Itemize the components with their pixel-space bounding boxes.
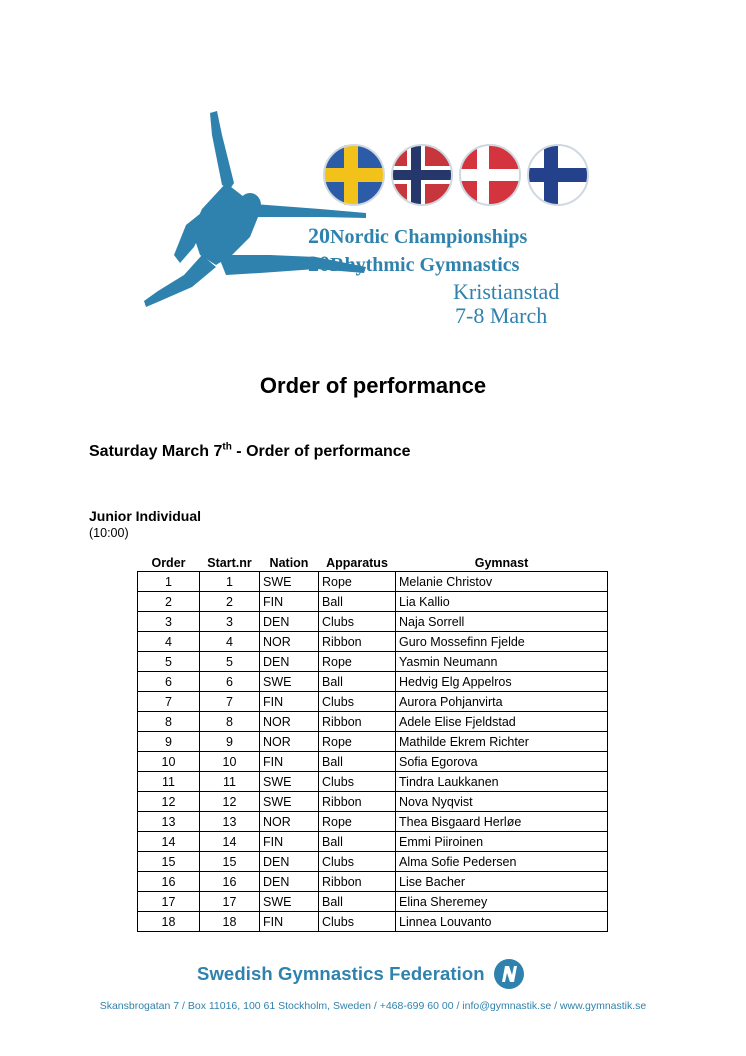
cell-start: 11	[200, 772, 260, 792]
table-row	[138, 752, 608, 772]
cell-apparatus: Rope	[319, 572, 396, 592]
norway-flag-icon	[390, 143, 454, 207]
header-nation: Nation	[269, 556, 309, 570]
cell-nation: FIN	[260, 832, 319, 852]
table-row	[138, 712, 608, 732]
cell-apparatus: Rope	[319, 652, 396, 672]
cell-apparatus: Clubs	[319, 852, 396, 872]
table-row	[138, 772, 608, 792]
cell-apparatus: Clubs	[319, 612, 396, 632]
cell-gymnast: Lise Bacher	[396, 872, 608, 892]
performance-table	[137, 555, 608, 932]
table-row	[138, 632, 608, 652]
table-row	[138, 692, 608, 712]
table-row	[138, 732, 608, 752]
header-apparatus: Apparatus	[326, 556, 388, 570]
championship-logo	[140, 105, 610, 340]
cell-nation: FIN	[260, 912, 319, 932]
cell-order: 14	[138, 832, 200, 852]
federation-n-logo-icon	[493, 958, 525, 990]
svg-text:20Nordic Championships	[308, 223, 527, 248]
footer-address: Skansbrogatan 7 / Box 11016, 100 61 Stockholm, Sweden / +468-699 60 00 / info@gymnastik.se / www.gymnastik.se	[99, 1000, 647, 1012]
table-row	[138, 812, 608, 832]
cell-order: 7	[138, 692, 200, 712]
cell-apparatus: Clubs	[319, 692, 396, 712]
document-title: Order of performance	[259, 373, 487, 398]
day-heading-rest: - Order of performance	[231, 443, 411, 460]
cell-apparatus: Clubs	[319, 912, 396, 932]
table-row	[138, 832, 608, 852]
cell-gymnast: Yasmin Neumann	[396, 652, 608, 672]
logo-line2-number: 20	[308, 251, 330, 276]
cell-start: 1	[200, 572, 260, 592]
cell-order: 10	[138, 752, 200, 772]
cell-order: 6	[138, 672, 200, 692]
table-row	[138, 872, 608, 892]
cell-nation: NOR	[260, 732, 319, 752]
cell-order: 5	[138, 652, 200, 672]
cell-order: 9	[138, 732, 200, 752]
cell-gymnast: Tindra Laukkanen	[396, 772, 608, 792]
cell-order: 13	[138, 812, 200, 832]
cell-apparatus: Ribbon	[319, 632, 396, 652]
cell-order: 8	[138, 712, 200, 732]
table-row	[138, 612, 608, 632]
cell-nation: SWE	[260, 792, 319, 812]
cell-nation: SWE	[260, 892, 319, 912]
table-header-row	[138, 555, 608, 572]
cell-gymnast: Nova Nyqvist	[396, 792, 608, 812]
cell-order: 11	[138, 772, 200, 792]
logo-city: Kristianstad	[453, 279, 560, 304]
cell-nation: SWE	[260, 672, 319, 692]
cell-nation: FIN	[260, 592, 319, 612]
cell-start: 6	[200, 672, 260, 692]
cell-start: 4	[200, 632, 260, 652]
federation-name: Swedish Gymnastics Federation	[197, 963, 485, 984]
header-order: Order	[151, 556, 186, 570]
section-time: (10:00)	[89, 526, 129, 540]
table-body	[138, 572, 608, 932]
cell-apparatus: Ball	[319, 592, 396, 612]
cell-start: 9	[200, 732, 260, 752]
cell-order: 3	[138, 612, 200, 632]
cell-gymnast: Adele Elise Fjeldstad	[396, 712, 608, 732]
cell-start: 7	[200, 692, 260, 712]
gymnast-silhouette-icon	[144, 111, 366, 307]
logo-line1-number: 20	[308, 223, 330, 248]
cell-start: 13	[200, 812, 260, 832]
cell-start: 12	[200, 792, 260, 812]
logo-line2-text: Rhythmic Gymnastics	[330, 254, 520, 276]
cell-start: 16	[200, 872, 260, 892]
cell-nation: NOR	[260, 812, 319, 832]
cell-start: 10	[200, 752, 260, 772]
cell-gymnast: Linnea Louvanto	[396, 912, 608, 932]
cell-start: 5	[200, 652, 260, 672]
header-gymnast: Gymnast	[474, 556, 529, 570]
cell-apparatus: Ribbon	[319, 792, 396, 812]
cell-start: 18	[200, 912, 260, 932]
cell-apparatus: Rope	[319, 812, 396, 832]
table-row	[138, 912, 608, 932]
table-row	[138, 892, 608, 912]
table-row	[138, 592, 608, 612]
cell-start: 2	[200, 592, 260, 612]
cell-nation: SWE	[260, 772, 319, 792]
cell-apparatus: Ball	[319, 672, 396, 692]
cell-apparatus: Ball	[319, 752, 396, 772]
cell-nation: DEN	[260, 612, 319, 632]
cell-order: 18	[138, 912, 200, 932]
cell-gymnast: Alma Sofie Pedersen	[396, 852, 608, 872]
cell-gymnast: Sofia Egorova	[396, 752, 608, 772]
table-row	[138, 672, 608, 692]
cell-nation: FIN	[260, 752, 319, 772]
cell-nation: DEN	[260, 652, 319, 672]
table-row	[138, 792, 608, 812]
cell-gymnast: Guro Mossefinn Fjelde	[396, 632, 608, 652]
cell-gymnast: Hedvig Elg Appelros	[396, 672, 608, 692]
cell-start: 3	[200, 612, 260, 632]
cell-gymnast: Aurora Pohjanvirta	[396, 692, 608, 712]
cell-order: 15	[138, 852, 200, 872]
cell-order: 1	[138, 572, 200, 592]
cell-gymnast: Naja Sorrell	[396, 612, 608, 632]
table-row	[138, 652, 608, 672]
cell-apparatus: Ribbon	[319, 872, 396, 892]
cell-order: 17	[138, 892, 200, 912]
cell-start: 17	[200, 892, 260, 912]
cell-nation: DEN	[260, 872, 319, 892]
cell-nation: DEN	[260, 852, 319, 872]
cell-gymnast: Thea Bisgaard Herløe	[396, 812, 608, 832]
table-row	[138, 852, 608, 872]
cell-gymnast: Elina Sheremey	[396, 892, 608, 912]
federation-brand	[197, 957, 525, 991]
table-row	[138, 572, 608, 592]
denmark-flag-icon	[458, 143, 522, 207]
sweden-flag-icon	[324, 145, 384, 205]
cell-gymnast: Melanie Christov	[396, 572, 608, 592]
day-heading-suffix: th	[222, 441, 232, 453]
cell-gymnast: Emmi Piiroinen	[396, 832, 608, 852]
cell-nation: NOR	[260, 712, 319, 732]
cell-gymnast: Mathilde Ekrem Richter	[396, 732, 608, 752]
header-start: Start.nr	[207, 556, 252, 570]
cell-start: 8	[200, 712, 260, 732]
cell-apparatus: Clubs	[319, 772, 396, 792]
cell-start: 14	[200, 832, 260, 852]
cell-order: 16	[138, 872, 200, 892]
day-heading-prefix: Saturday March 7	[89, 443, 223, 460]
logo-line1-text: Nordic Championships	[330, 226, 528, 248]
cell-apparatus: Ball	[319, 892, 396, 912]
cell-order: 4	[138, 632, 200, 652]
cell-start: 15	[200, 852, 260, 872]
cell-apparatus: Ribbon	[319, 712, 396, 732]
section-title: Junior Individual	[89, 508, 202, 524]
cell-order: 2	[138, 592, 200, 612]
svg-text:20Rhythmic Gymnastics	[308, 251, 520, 276]
cell-apparatus: Rope	[319, 732, 396, 752]
cell-apparatus: Ball	[319, 832, 396, 852]
cell-nation: FIN	[260, 692, 319, 712]
cell-nation: SWE	[260, 572, 319, 592]
cell-nation: NOR	[260, 632, 319, 652]
cell-order: 12	[138, 792, 200, 812]
finland-flag-icon	[526, 143, 590, 207]
logo-dates: 7-8 March	[455, 303, 548, 328]
day-heading	[89, 443, 411, 461]
cell-gymnast: Lia Kallio	[396, 592, 608, 612]
